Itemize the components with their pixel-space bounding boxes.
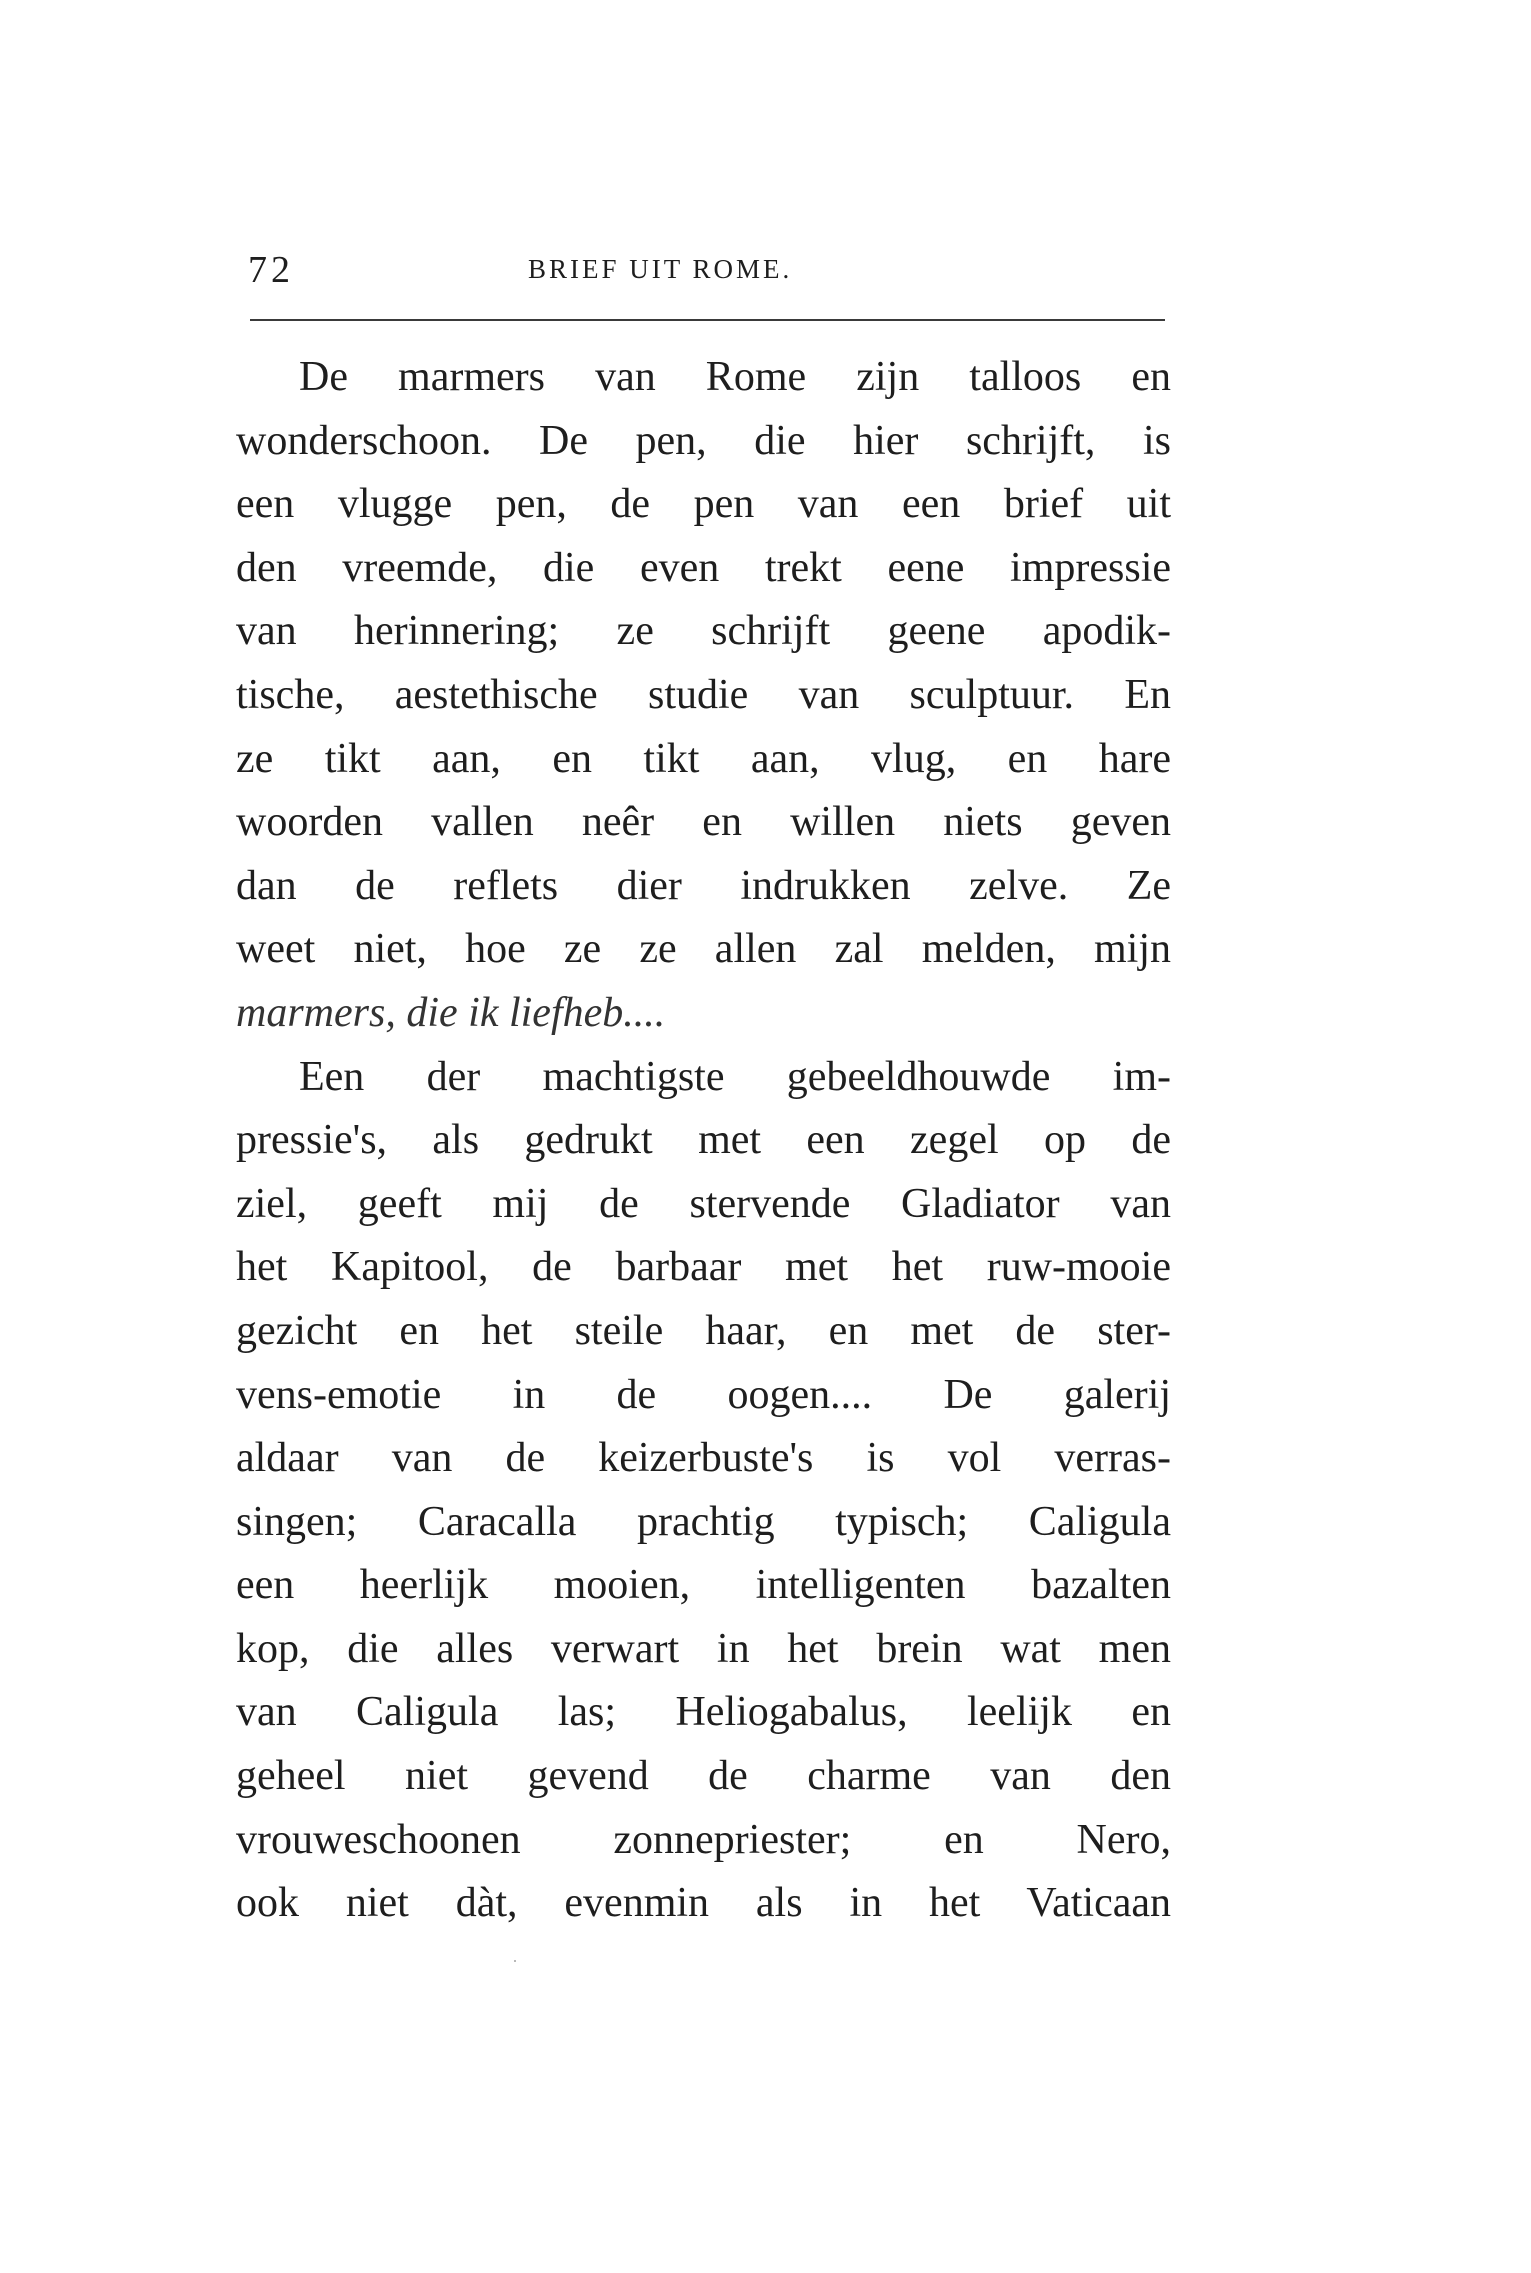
text-line: De marmers van Rome zijn talloos en — [299, 354, 1171, 400]
text-line: gezicht en het steile haar, en met de ster- — [236, 1307, 1171, 1354]
text-line: den vreemde, die even trekt eene impressie — [236, 544, 1171, 591]
text-line: van Caligula las; Heliogabalus, leelijk en — [236, 1689, 1171, 1736]
body-text — [236, 346, 1171, 1936]
text-line: geheel niet gevend de charme van den — [236, 1753, 1171, 1800]
paragraph-2 — [236, 1046, 1171, 1936]
text-line: dan de reflets dier indrukken zelve. Ze — [236, 862, 1171, 909]
text-line: van herinnering; ze schrijft geene apodik- — [236, 608, 1171, 655]
text-line: kop, die alles verwart in het brein wat men — [236, 1625, 1171, 1672]
text-line: tische, aestethische studie van sculptuur. En — [236, 671, 1171, 718]
text-line: ziel, geeft mij de stervende Gladiator van — [236, 1180, 1171, 1227]
text-line: ze tikt aan, en tikt aan, vlug, en hare — [236, 735, 1171, 782]
text-line: ook niet dàt, evenmin als in het Vaticaan — [236, 1880, 1171, 1927]
text-line: Een der machtigste gebeeldhouwde im- — [299, 1053, 1171, 1100]
page-header — [248, 248, 1168, 308]
text-line: weet niet, hoe ze ze allen zal melden, mijn — [236, 926, 1171, 973]
text-line: marmers, die ik liefheb.... — [236, 989, 666, 1036]
page-number: 72 — [248, 249, 294, 291]
text-line: aldaar van de keizerbuste's is vol verras- — [236, 1435, 1171, 1482]
text-line: een heerlijk mooien, intelligenten bazalten — [236, 1562, 1171, 1609]
text-line: vrouweschoonen zonnepriester; en Nero, — [236, 1816, 1171, 1863]
text-line: het Kapitool, de barbaar met het ruw-mooie — [236, 1244, 1171, 1291]
text-line: woorden vallen neêr en willen niets geven — [236, 799, 1171, 846]
text-line: een vlugge pen, de pen van een brief uit — [236, 481, 1171, 528]
paragraph-1 — [236, 346, 1171, 1046]
header-rule — [250, 319, 1165, 321]
text-line: pressie's, als gedrukt met een zegel op de — [236, 1117, 1171, 1164]
text-line: singen; Caracalla prachtig typisch; Caligula — [236, 1498, 1171, 1545]
running-title: BRIEF UIT ROME. — [528, 254, 793, 284]
text-line: vens-emotie in de oogen.... De galerij — [236, 1371, 1171, 1418]
text-line: wonderschoon. De pen, die hier schrijft, is — [236, 417, 1171, 464]
paper-speck — [514, 1960, 516, 1962]
